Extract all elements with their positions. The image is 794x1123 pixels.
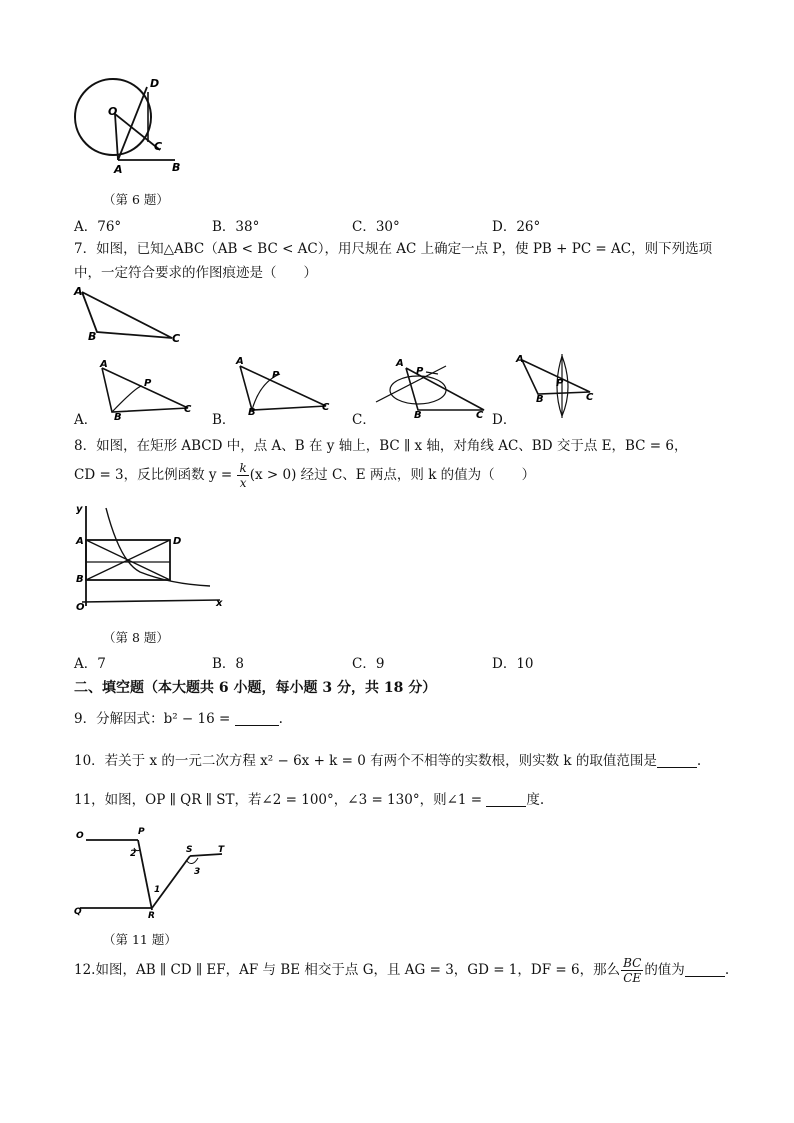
q6-caption: （第 6 题） bbox=[103, 192, 169, 207]
q11-label-1: 1 bbox=[154, 885, 161, 895]
q7-d-label-b: B bbox=[536, 394, 544, 405]
q7-a-label-a: A bbox=[100, 359, 108, 370]
q7-c-label-p: P bbox=[416, 366, 424, 377]
q7-c-label-b: B bbox=[414, 410, 422, 418]
q6-figure bbox=[70, 70, 190, 180]
q8-fraction bbox=[237, 461, 248, 490]
q7-b-label-a: A bbox=[236, 356, 244, 367]
q7-d-label-p: P bbox=[556, 378, 564, 389]
q6-label-o: O bbox=[108, 105, 118, 118]
section2-title: 二、填空题（本大题共 6 小题，每小题 3 分，共 18 分） bbox=[74, 680, 437, 696]
q7-main-figure bbox=[70, 282, 190, 344]
q11-end: 度. bbox=[526, 792, 545, 808]
q6-option-b: B．38° bbox=[212, 219, 260, 235]
q9-line bbox=[74, 710, 283, 728]
q7-d-label-a: A bbox=[516, 354, 524, 365]
q8-frac-num: k bbox=[239, 461, 247, 475]
q12-frac-num: BC bbox=[623, 956, 642, 970]
q7-b-label-b: B bbox=[248, 407, 256, 418]
q7-option-b-figure bbox=[230, 352, 340, 418]
q7-option-b-letter: B． bbox=[212, 412, 236, 428]
q8-frac-den: x bbox=[239, 476, 247, 490]
q9-end: . bbox=[278, 711, 283, 727]
q11-label-t: T bbox=[218, 845, 225, 855]
q7-option-d-letter: D． bbox=[492, 412, 517, 428]
q12-fraction bbox=[621, 956, 643, 985]
q10-line bbox=[74, 752, 701, 770]
q8-text-line2-post: (x > 0) 经过 C、E 两点，则 k 的值为（ ） bbox=[249, 467, 536, 483]
q8-option-c: C．9 bbox=[352, 656, 385, 672]
q11-figure bbox=[72, 822, 242, 922]
q7-option-a-letter: A． bbox=[74, 412, 98, 428]
q7-option-d-figure bbox=[510, 350, 610, 420]
q11-text: 11，如图，OP ∥ QR ∥ ST，若∠2 = 100°，∠3 = 130°，则∠1 = bbox=[74, 792, 487, 808]
q12-blank bbox=[685, 962, 725, 977]
q8-label-a: A bbox=[76, 536, 84, 547]
q11-caption: （第 11 题） bbox=[103, 932, 177, 947]
q8-caption: （第 8 题） bbox=[103, 630, 169, 645]
q6-option-a: A．76° bbox=[74, 219, 122, 235]
q11-label-s: S bbox=[186, 845, 193, 855]
q10-end: . bbox=[696, 753, 702, 769]
q8-text-line1: 8．如图，在矩形 ABCD 中，点 A、B 在 y 轴上，BC ∥ x 轴，对角线 AC、BD 交于点 E，BC = 6， bbox=[74, 438, 688, 454]
q10-text: 10．若关于 x 的一元二次方程 x² − 6x + k = 0 有两个不相等的实数根，则实数 k 的取值范围是 bbox=[74, 753, 657, 769]
q7-a-label-b: B bbox=[114, 412, 122, 422]
q7-a-label-c: C bbox=[184, 404, 192, 415]
q8-label-b: B bbox=[76, 574, 84, 585]
q7-c-label-a: A bbox=[396, 358, 404, 369]
q9-blank bbox=[235, 711, 279, 726]
q8-option-b: B．8 bbox=[212, 656, 245, 672]
q12-text-post: 的值为 bbox=[644, 962, 685, 978]
q7-a-label-p: P bbox=[144, 378, 152, 389]
q7-d-label-c: C bbox=[586, 392, 594, 403]
q8-text-line2 bbox=[74, 460, 535, 490]
q11-label-3: 3 bbox=[194, 867, 201, 877]
q12-text-pre: 12.如图，AB ∥ CD ∥ EF，AF 与 BE 相交于点 G，且 AG = 3，GD = 1，DF = 6，那么 bbox=[74, 962, 621, 978]
q7-main-label-c: C bbox=[172, 332, 181, 344]
q11-label-r: R bbox=[148, 911, 155, 921]
q7-text-line1: 7．如图，已知△ABC（AB < BC < AC），用尺规在 AC 上确定一点 P，使 PB + PC = AC，则下列选项 bbox=[74, 241, 713, 257]
q8-option-a: A．7 bbox=[74, 656, 106, 672]
q10-blank bbox=[657, 753, 697, 768]
q7-b-label-p: P bbox=[272, 370, 280, 381]
q11-label-p: P bbox=[138, 827, 145, 837]
q11-blank bbox=[486, 792, 526, 807]
q8-label-o: O bbox=[76, 602, 85, 613]
q9-text: 9．分解因式：b² − 16 = bbox=[74, 711, 235, 727]
q11-label-2: 2 bbox=[130, 849, 137, 859]
q7-text-line2: 中，一定符合要求的作图痕迹是（ ） bbox=[74, 265, 317, 281]
q6-option-c: C．30° bbox=[352, 219, 400, 235]
q7-option-a-figure bbox=[92, 356, 202, 422]
q6-label-a: A bbox=[114, 163, 123, 176]
q12-frac-den: CE bbox=[623, 971, 642, 985]
q7-option-c-letter: C． bbox=[352, 412, 376, 428]
q6-option-d: D．26° bbox=[492, 219, 541, 235]
q8-option-d: D．10 bbox=[492, 656, 534, 672]
q7-main-label-a: A bbox=[74, 285, 83, 298]
q7-b-label-c: C bbox=[322, 402, 330, 413]
q8-label-y: y bbox=[76, 504, 83, 515]
q8-figure bbox=[70, 502, 230, 614]
q12-line bbox=[74, 954, 729, 986]
q12-end: . bbox=[724, 962, 730, 978]
q6-label-d: D bbox=[150, 77, 160, 90]
q6-label-c: C bbox=[154, 140, 163, 153]
q7-main-label-b: B bbox=[88, 330, 97, 343]
q8-label-d: D bbox=[173, 536, 182, 547]
q11-label-q: Q bbox=[74, 907, 82, 917]
q11-label-o: O bbox=[76, 831, 84, 841]
q11-line bbox=[74, 791, 544, 809]
q6-label-b: B bbox=[172, 161, 181, 174]
q8-text-line2-pre: CD = 3，反比例函数 y = bbox=[74, 467, 237, 483]
q7-c-label-c: C bbox=[476, 410, 484, 418]
q8-label-x: x bbox=[216, 598, 223, 609]
q7-option-c-figure bbox=[366, 352, 496, 418]
